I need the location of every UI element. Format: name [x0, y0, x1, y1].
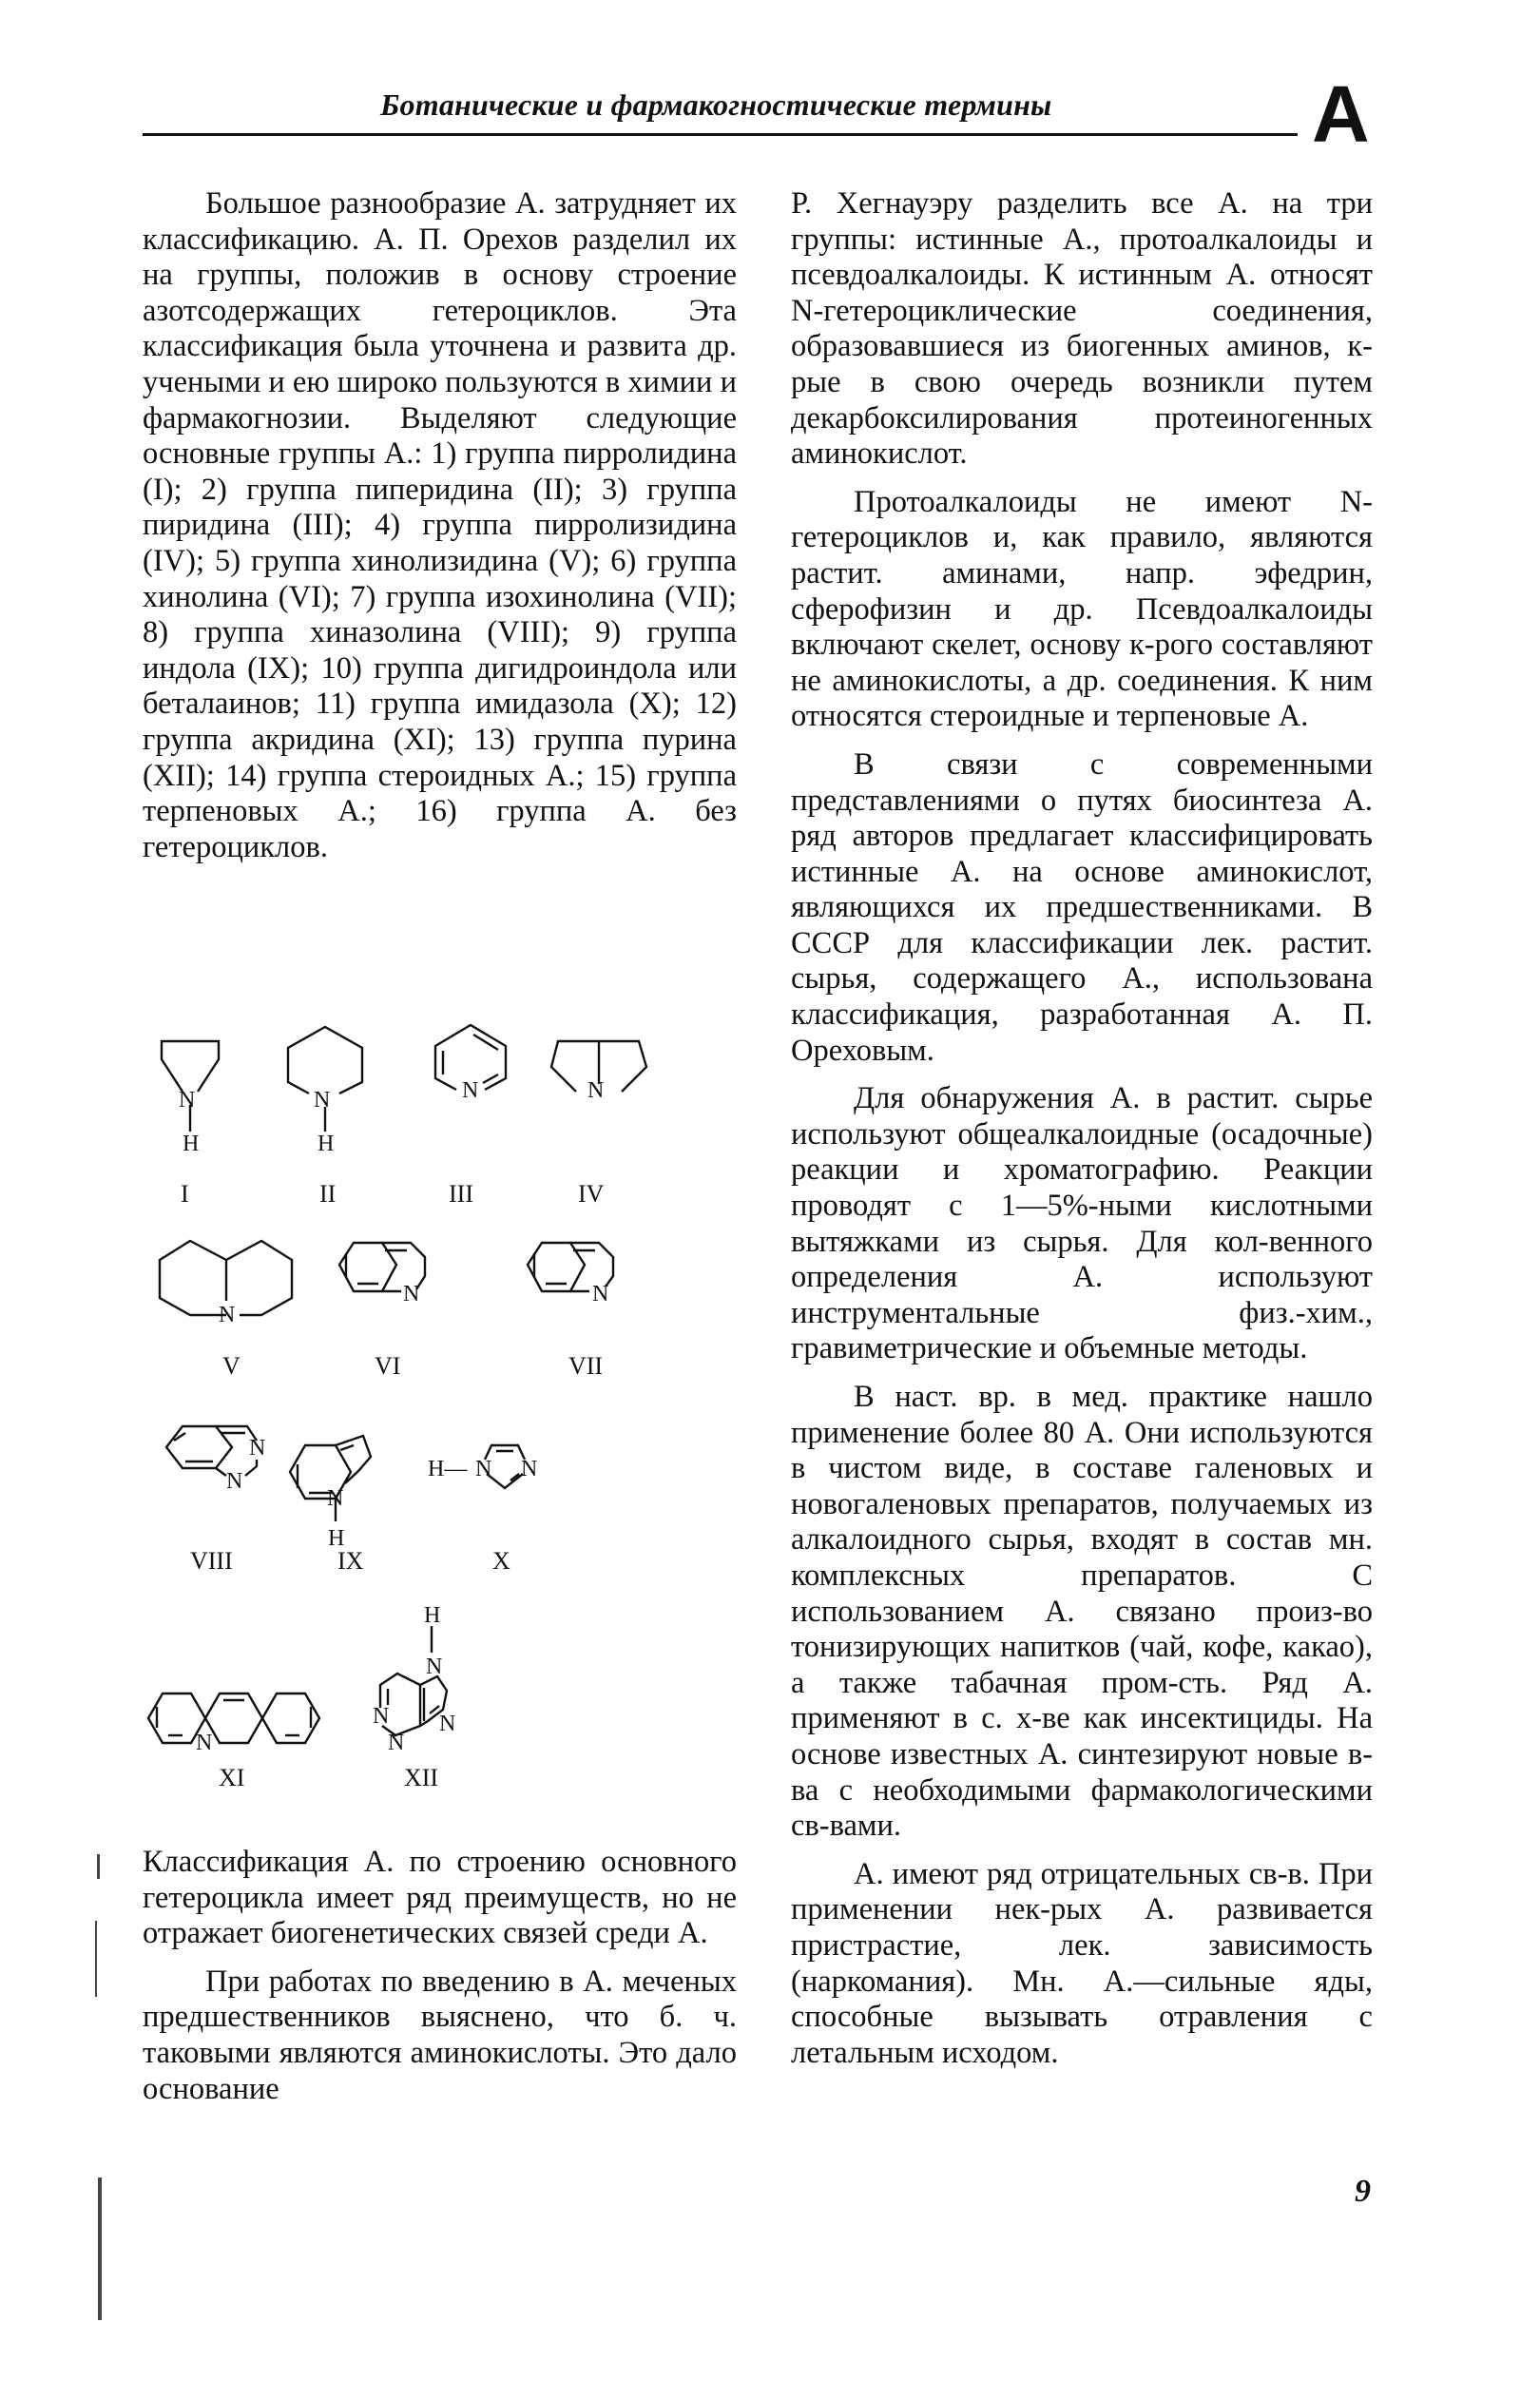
atom-n: N — [219, 1303, 236, 1327]
scan-mark — [95, 1921, 97, 1997]
structure-viii-quinazoline — [166, 1426, 257, 1476]
label-xi: XI — [219, 1764, 245, 1791]
atom-n: N — [521, 1457, 538, 1481]
atom-h: H — [183, 1132, 200, 1156]
label-iii: III — [449, 1180, 473, 1208]
atom-h: H — [328, 1526, 345, 1551]
structure-ii-piperidine — [288, 1027, 362, 1132]
section-letter: А — [1312, 69, 1370, 159]
atom-h: H — [424, 1603, 441, 1628]
paragraph: Для обнаружения А. в растит. сырье используют общеалкалоидные (осадочные) реакции и хроматографию. Реакции проводят с 1—5%-ными кислотными вытяжками из сырья. Для кол-венного определения А. используют инструментальные физ.-хим., гравиметрические и объемные методы. — [791, 1081, 1373, 1366]
label-vii: VII — [568, 1352, 604, 1380]
atom-n: N — [327, 1486, 344, 1511]
left-column-bottom — [143, 1845, 737, 2107]
label-vi: VI — [375, 1352, 401, 1380]
atom-n: N — [388, 1731, 405, 1755]
paragraph: Протоалкалоиды не имеют N-гетероциклов и, как правило, являются растит. аминами, напр. эфедрин, сферофизин и др. Псевдоалкалоиды включают скелет, основу к-рого составляют не аминокислоты, а др. соединения. К ним относятся стероидные и терпеновые А. — [791, 484, 1373, 734]
header-rule — [143, 133, 1298, 136]
atom-n: N — [462, 1078, 479, 1103]
label-ii: II — [319, 1180, 337, 1208]
right-column — [791, 186, 1373, 2071]
left-column-top — [143, 186, 737, 865]
paragraph: Большое разнообразие А. затрудняет их классификацию. А. П. Орехов разделил их на группы, положив в основу строение азотсодержащих гетероциклов. Эта классификация была уточнена и развита др. учеными и ею широко пользуются в химии и фармакогнозии. Выделяют следующие основные группы А.: 1) группа пирролидина (I); 2) группа пиперидина (II); 3) группа пиридина (III); 4) группа пирролизидина (IV); 5) группа хинолизидина (V); 6) группа хинолина (VI); 7) группа изохинолина (VII); 8) группа хиназолина (VIII); 9) группа индола (IX); 10) группа дигидроиндола или беталаинов; 11) группа имидазола (X); 12) группа акридина (XI); 13) группа пурина (XII); 14) группа стероидных А.; 15) группа терпеновых А.; 16) группа А. без гетероциклов. — [143, 186, 737, 864]
label-iv: IV — [578, 1180, 605, 1208]
label-i: I — [181, 1180, 189, 1208]
atom-h-dash: H— — [428, 1457, 468, 1481]
atom-n: N — [439, 1712, 456, 1736]
atom-n: N — [373, 1704, 390, 1729]
structure-xii-purine — [380, 1626, 447, 1735]
label-xii: XII — [404, 1764, 439, 1791]
label-ix: IX — [337, 1547, 364, 1575]
atom-n: N — [475, 1457, 492, 1481]
paragraph: В связи с современными представлениями о путях биосинтеза А. ряд авторов предлагает классифицировать истинные А. на основе аминокислот, являющихся их предшественниками. В СССР для классификации лек. растит. сырья, содержащего А., использована классификация, разработанная А. П. Ореховым. — [791, 746, 1373, 1068]
label-v: V — [222, 1352, 241, 1380]
paragraph: А. имеют ряд отрицательных св-в. При применении нек-рых А. развивается пристрастие, лек. зависимость (наркомания). Мн. А.—сильные яды, способные вызывать отравления с летальным исходом. — [791, 1856, 1373, 2070]
atom-n: N — [249, 1436, 266, 1461]
paragraph: Классификация А. по строению основного гетероцикла имеет ряд преимуществ, но не отражает биогенетических связей среди А. — [143, 1845, 737, 1951]
atom-n: N — [426, 1655, 443, 1679]
atom-n: N — [592, 1282, 609, 1306]
label-x: X — [492, 1547, 510, 1575]
atom-n: N — [403, 1282, 420, 1306]
atom-n: N — [226, 1469, 243, 1494]
paragraph: В наст. вр. в мед. практике нашло применение более 80 А. Они используются в чистом виде, в составе галеновых и новогаленовых препаратов, получаемых из алкалоидного сырья, входят в состав мн. комплексных препаратов. С использованием А. связано произ-во тонизирующих напитков (чай, кофе, какао), а также табачная пром-сть. Ряд А. применяют в с. х-ве как инсектициды. На основе известных А. синтезируют новые в-ва с необходимыми фармакологическими св-вами. — [791, 1380, 1373, 1844]
structure-xi-acridine — [148, 1694, 319, 1743]
paragraph: При работах по введению в А. меченых предшественников выяснено, что б. ч. таковыми являются аминокислоты. Это дало основание — [143, 1964, 737, 2106]
running-header — [143, 84, 1283, 131]
structures-svg — [143, 1008, 751, 1816]
page-number: 9 — [1355, 2174, 1371, 2209]
label-viii: VIII — [190, 1547, 233, 1575]
paragraph: Р. Хегнауэру разделить все А. на три группы: истинные А., протоалкалоиды и псевдоалкалоиды. К истинным А. относят N-гетероциклические соединения, образовавшиеся из биогенных аминов, к-рые в свою очередь возникли путем декарбоксилирования протеиногенных аминокислот. — [791, 186, 1373, 472]
scan-mark — [97, 1854, 100, 1879]
atom-n: N — [196, 1731, 213, 1755]
running-header-title: Ботанические и фармакогностические термины — [380, 87, 1052, 122]
atom-n: N — [179, 1088, 196, 1113]
atom-n: N — [314, 1088, 331, 1113]
alkaloid-structures-figure — [143, 1008, 751, 1816]
scan-mark — [98, 2177, 102, 2320]
structure-i-pyrrolidine — [162, 1041, 219, 1132]
atom-h: H — [318, 1132, 335, 1156]
atom-n: N — [587, 1078, 605, 1103]
